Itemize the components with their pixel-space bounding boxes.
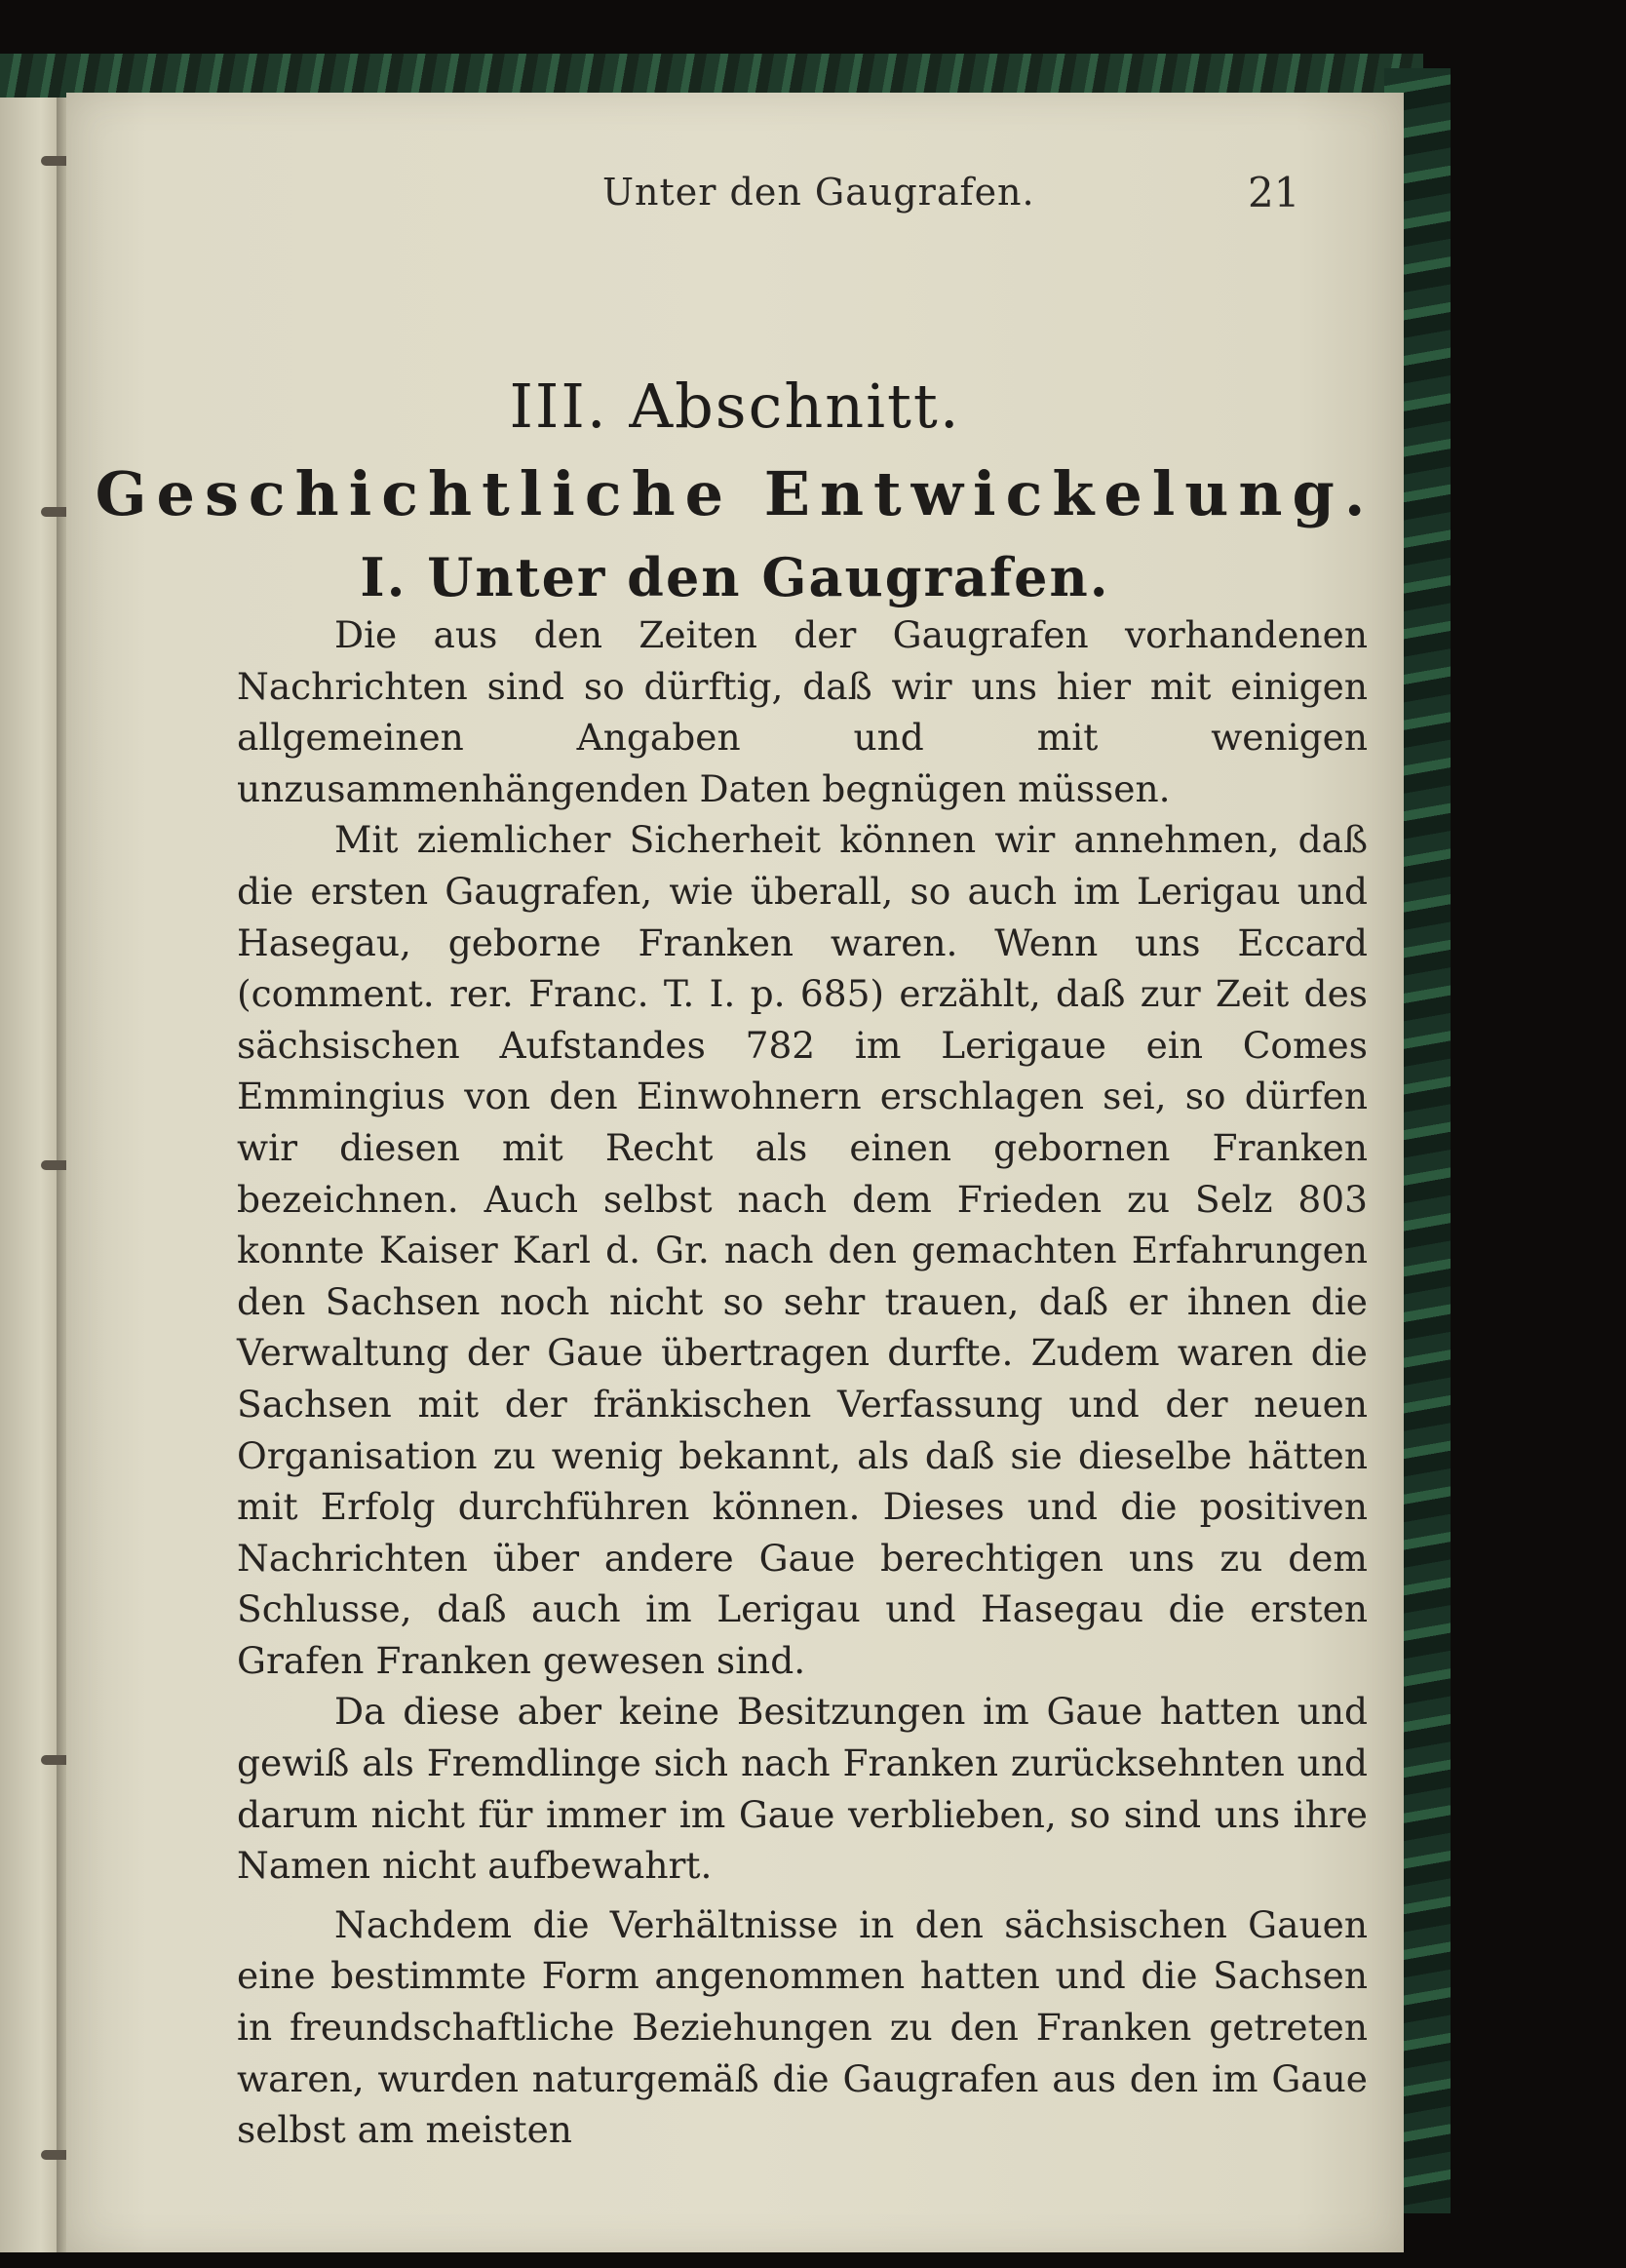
page-header bbox=[66, 171, 1404, 229]
paragraph: Nachdem die Verhältnisse in den sächsischen Gauen eine bestimmte Form angenommen hatten und die Sachsen in freundschaftliche Beziehungen zu den Franken getreten waren, wurden naturgemäß die Gaugrafen aus den im Gaue selbst am meisten bbox=[237, 1902, 1368, 2152]
section-title: Geschichtliche Entwickelung. bbox=[95, 458, 1375, 529]
section-number: III. Abschnitt. bbox=[509, 371, 961, 442]
paragraph: Mit ziemlicher Sicherheit können wir annehmen, daß die ersten Gaugrafen, wie überall, so auch im Lerigau und Hasegau, geborne Franken waren. Wenn uns Eccard (comment. rer. Franc. T. I. p. 685) erzählt, daß zur Zeit des sächsischen Aufstandes 782 im Lerigaue ein Comes Emmingius von den Einwohnern erschlagen sei, so dürfen wir diesen mit Recht als einen gebornen Franken bezeichnen. Auch selbst nach dem Frieden zu Selz 803 konnte Kaiser Karl d. Gr. nach den gemachten Erfahrungen den Sachsen noch nicht so sehr trauen, daß er ihnen die Verwaltung der Gaue übertragen durfte. Zudem waren die Sachsen mit der fränkischen Verfassung und der neuen Organisation zu wenig bekannt, als daß sie dieselbe hätten mit Erfolg durchführen können. Dieses und die positiven Nachrichten über andere Gaue berechtigen uns zu dem Schlusse, daß auch im Lerigau und Hasegau die ersten Grafen Franken gewesen sind. bbox=[237, 818, 1368, 1682]
paragraph: Die aus den Zeiten der Gaugrafen vorhandenen Nachrichten sind so dürftig, daß wir uns hier mit einigen allgemeinen Angaben und mit wenigen unzusammenhängenden Daten begnügen müssen. bbox=[237, 613, 1368, 810]
book-page bbox=[66, 93, 1404, 2252]
page-number: 21 bbox=[1248, 169, 1300, 216]
running-head: Unter den Gaugrafen. bbox=[602, 171, 1035, 214]
paragraph: Da diese aber keine Besitzungen im Gaue hatten und gewiß als Fremdlinge sich nach Franken zurücksehnten und darum nicht für immer im Gaue verblieben, so sind uns ihre Namen nicht aufbewahrt. bbox=[237, 1690, 1368, 1888]
body-text bbox=[237, 609, 1368, 2156]
chapter-title: I. Unter den Gaugrafen. bbox=[360, 546, 1110, 608]
